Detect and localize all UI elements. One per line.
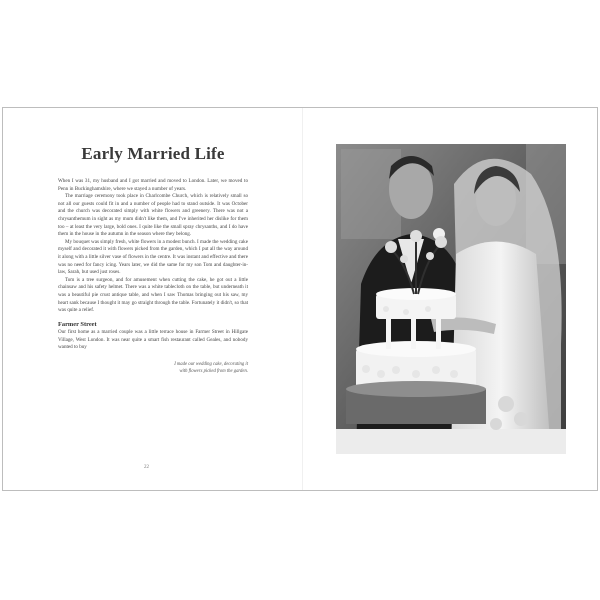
body-text: [58, 178, 248, 352]
paragraph: Our first home as a married couple was a little terrace house in Farmer Street in Hillgate Village, West London. It was near quite a smart fish restaurant called Geales, and nobody wanted to buy: [58, 329, 248, 351]
subheading: Farmer Street: [58, 320, 97, 328]
wedding-photo: [336, 144, 566, 454]
paragraph: Tom is a tree surgeon, and for amusement when cutting the cake, he got out a little chainsaw and his safety helmet. There was a white tablecloth on the table, but underneath it was a beautiful pie crust antique table, and when I saw Thomas bringing out his saw, my heart sank because I thought it may go straight through the table. Fortunately it didn't, so that was quite a relief.: [58, 276, 248, 314]
book-gutter: [302, 108, 303, 490]
paragraph: When I was 31, my husband and I got married and moved to London. Later, we moved to Penn in Buckinghamshire, where we stayed a number of years.: [58, 178, 248, 192]
left-page: [58, 144, 248, 375]
paragraph: The marriage ceremony took place in Charlcombe Church, which is relatively small so not all our guests could fit in and a number of people had to stand outside. It was October and the church was decorated simply with white flowers and greenery. There was not a chrysanthemum in sight as my mum didn't like them, and I've inherited her dislike for them too – at least the very large, bold ones. I quite like the small spray chrysanths, and I do have them in the house in the autumn in the season where they belong.: [58, 193, 248, 238]
paragraph: My bouquet was simply fresh, white flowers in a modest bunch. I made the wedding cake myself and decorated it with flowers picked from the garden, which I put all the way around it along with a little silver vase of flowers in the centre. It was instant and effective and there was no need for fancy icing. Years later, we did the same for my son Tom and daughter-in-law, Sarah, but used just roses.: [58, 238, 248, 276]
wedding-photo-illustration: [336, 144, 566, 454]
photo-caption: [58, 361, 248, 375]
caption-line: with flowers picked from the garden.: [179, 369, 248, 375]
book-spread: [2, 107, 598, 491]
page-title: Early Married Life: [81, 144, 225, 163]
caption-line: I made our wedding cake, decorating it: [174, 362, 248, 368]
page-number: 22: [144, 465, 149, 470]
